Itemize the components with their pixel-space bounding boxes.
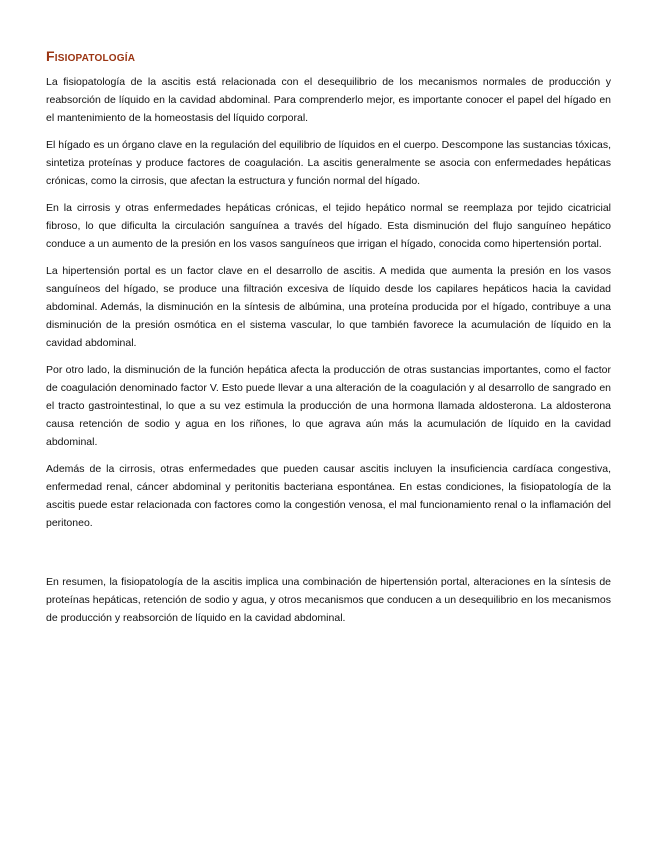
paragraph-other-causes: Además de la cirrosis, otras enfermedades que pueden causar ascitis incluyen la insuficiencia cardíaca congestiva, enfermedad renal, cáncer abdominal y peritonitis bacteriana espontánea. En estas condiciones, la fisiopatología de la ascitis puede estar relacionada con factores como la congestión venosa, el mal funcionamiento renal o la inflamación del peritoneo.	[46, 463, 611, 529]
paragraph-cirrhosis: En la cirrosis y otras enfermedades hepáticas crónicas, el tejido hepático normal se reemplaza por tejido cicatricial fibroso, lo que dificulta la circulación sanguínea a través del hígado. Esta disminución del flujo sanguíneo hepático conduce a un aumento de la presión en los vasos sanguíneos que irrigan el hígado, conocida como hipertensión portal.	[46, 202, 611, 250]
section-title: Fisiopatología	[46, 48, 136, 64]
document-page	[46, 48, 611, 636]
paragraph-liver-role: El hígado es un órgano clave en la regulación del equilibrio de líquidos en el cuerpo. Descompone las sustancias tóxicas, sintetiza proteínas y produce factores de coagulación. La ascitis generalmente se asocia con enfermedades hepáticas crónicas, como la cirrosis, que afectan la estructura y función normal del hígado.	[46, 139, 611, 187]
paragraph-spacer	[46, 541, 611, 573]
paragraph-summary: En resumen, la fisiopatología de la ascitis implica una combinación de hipertensión portal, alteraciones en la síntesis de proteínas hepáticas, retención de sodio y agua, y otros mecanismos que conducen a un desequilibrio en los mecanismos de producción y reabsorción de líquido en la cavidad abdominal.	[46, 576, 611, 624]
paragraph-portal-hypertension: La hipertensión portal es un factor clave en el desarrollo de ascitis. A medida que aumenta la presión en los vasos sanguíneos del hígado, se produce una filtración excesiva de líquido desde los capilares hepáticos hacia la cavidad abdominal. Además, la disminución en la síntesis de albúmina, una proteína producida por el hígado, contribuye a una disminución de la presión osmótica en el sistema vascular, lo que también favorece la acumulación de líquido en la cavidad abdominal.	[46, 265, 611, 349]
paragraph-hepatic-function: Por otro lado, la disminución de la función hepática afecta la producción de otras sustancias importantes, como el factor de coagulación denominado factor V. Esto puede llevar a una alteración de la coagulación y al desarrollo de sangrado en el tracto gastrointestinal, lo que a su vez estimula la producción de una hormona llamada aldosterona. La aldosterona causa retención de sodio y agua en los riñones, lo que agrava aún más la acumulación de líquido en la cavidad abdominal.	[46, 364, 611, 448]
paragraph-intro: La fisiopatología de la ascitis está relacionada con el desequilibrio de los mecanismos normales de producción y reabsorción de líquido en la cavidad abdominal. Para comprenderlo mejor, es importante conocer el papel del hígado en el mantenimiento de la homeostasis del líquido corporal.	[46, 76, 611, 124]
